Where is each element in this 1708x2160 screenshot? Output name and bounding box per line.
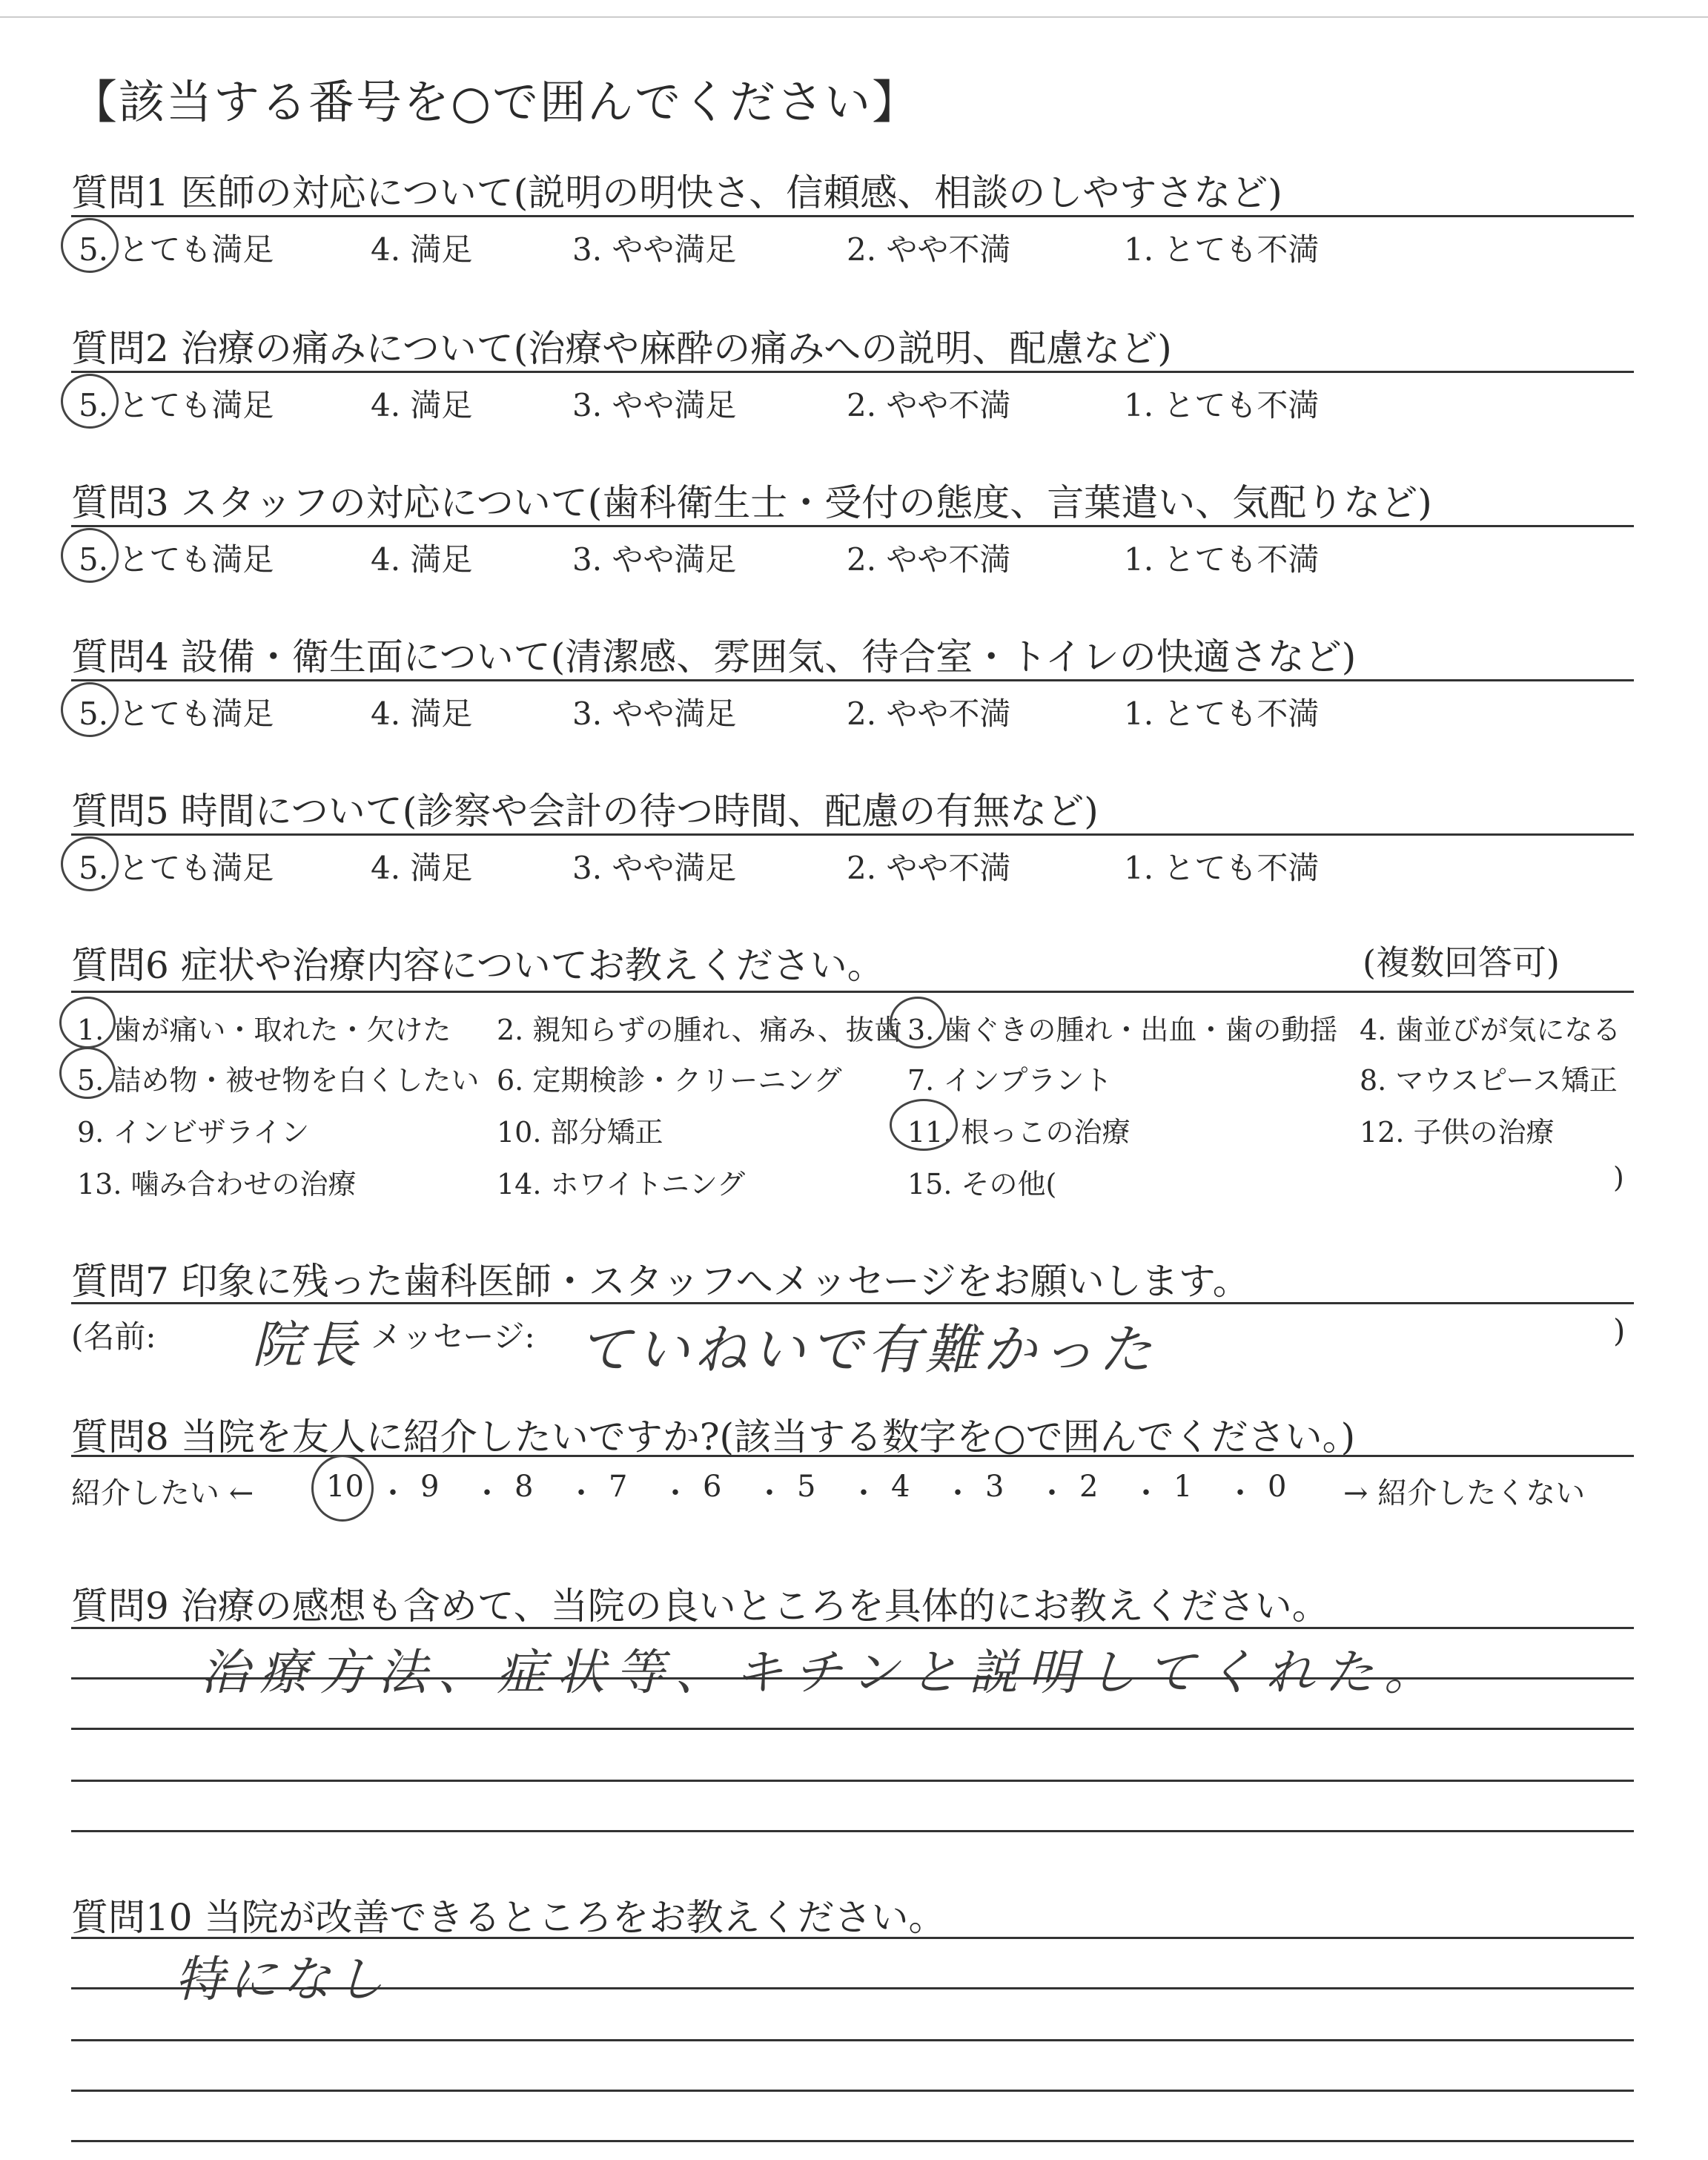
q7-name-label: (名前: xyxy=(71,1318,156,1355)
q2-selection-circle xyxy=(61,374,119,429)
q10-rule-4 xyxy=(71,2090,1634,2092)
q6-option-5[interactable]: 5. 詰め物・被せ物を白くしたい xyxy=(77,1064,480,1097)
q6-option-1[interactable]: 1. 歯が痛い・取れた・欠けた xyxy=(77,1014,451,1046)
q8-scale-separator: ・ xyxy=(1131,1476,1161,1510)
q8-scale-separator: ・ xyxy=(566,1476,596,1510)
q6-option-13[interactable]: 13. 噛み合わせの治療 xyxy=(77,1168,357,1200)
q8-scale-0[interactable]: 0 xyxy=(1268,1470,1287,1504)
q2-option-2[interactable]: 2. やや不満 xyxy=(847,387,1011,423)
q8-scale-separator: ・ xyxy=(1037,1476,1067,1510)
q5-selection-circle xyxy=(61,836,119,891)
q8-selection-circle xyxy=(311,1455,374,1522)
q8-scale-5[interactable]: 5 xyxy=(797,1470,816,1504)
q8-scale-1[interactable]: 1 xyxy=(1174,1470,1193,1504)
q3-option-3[interactable]: 3. やや満足 xyxy=(572,541,737,578)
q4-option-2[interactable]: 2. やや不満 xyxy=(847,696,1011,732)
q4-option-3[interactable]: 3. やや満足 xyxy=(572,696,737,732)
page-top-edge xyxy=(0,16,1708,18)
q7-title: 質問7 印象に残った歯科医師・スタッフへメッセージをお願いします。 xyxy=(71,1260,1250,1303)
q2-rule xyxy=(71,371,1634,373)
q10-answer-handwritten: 特になし xyxy=(175,1951,388,2008)
q8-scale-separator: ・ xyxy=(755,1476,784,1510)
q2-option-1[interactable]: 1. とても不満 xyxy=(1124,387,1320,423)
q8-scale-10[interactable]: 10 xyxy=(326,1470,364,1504)
q1-option-2[interactable]: 2. やや不満 xyxy=(847,231,1011,268)
q4-option-5[interactable]: 5. とても満足 xyxy=(79,696,274,732)
q6-option-3[interactable]: 3. 歯ぐきの腫れ・出血・歯の動揺 xyxy=(907,1014,1338,1046)
q4-title: 質問4 設備・衛生面について(清潔感、雰囲気、待合室・トイレの快適さなど) xyxy=(71,635,1357,678)
q6-selection-circle-3 xyxy=(890,997,946,1048)
q8-scale-7[interactable]: 7 xyxy=(609,1470,628,1504)
q4-option-4[interactable]: 4. 満足 xyxy=(371,696,473,732)
q7-close-paren: ) xyxy=(1613,1312,1626,1349)
q7-rule xyxy=(71,1302,1634,1304)
q5-title: 質問5 時間について(診察や会計の待つ時間、配慮の有無など) xyxy=(71,790,1099,833)
q8-scale-8[interactable]: 8 xyxy=(514,1470,534,1504)
q6-option-12[interactable]: 12. 子供の治療 xyxy=(1360,1116,1555,1149)
q2-option-5[interactable]: 5. とても満足 xyxy=(79,387,274,423)
q10-rule-1 xyxy=(71,1937,1634,1939)
q1-option-1[interactable]: 1. とても不満 xyxy=(1124,231,1320,268)
q2-title: 質問2 治療の痛みについて(治療や麻酔の痛みへの説明、配慮など) xyxy=(71,327,1172,370)
q8-scale-9[interactable]: 9 xyxy=(420,1470,440,1504)
q9-rule-1 xyxy=(71,1627,1634,1629)
q9-answer-handwritten: 治療方法、症状等、キチンと説明してくれた。 xyxy=(200,1644,1443,1701)
q7-name-handwritten: 院長 xyxy=(252,1316,363,1375)
q6-selection-circle-1 xyxy=(59,997,116,1048)
q6-title: 質問6 症状や治療内容についてお教えください。 xyxy=(71,944,884,987)
q1-option-5[interactable]: 5. とても満足 xyxy=(79,231,274,268)
q6-option-2[interactable]: 2. 親知らずの腫れ、痛み、抜歯 xyxy=(497,1014,902,1046)
q6-other-close-paren: ) xyxy=(1613,1161,1624,1194)
q4-option-1[interactable]: 1. とても不満 xyxy=(1124,696,1320,732)
q8-scale-2[interactable]: 2 xyxy=(1079,1470,1099,1504)
q6-option-11[interactable]: 11. 根っこの治療 xyxy=(907,1116,1131,1149)
q6-option-14[interactable]: 14. ホワイトニング xyxy=(497,1168,746,1200)
q6-selection-circle-5 xyxy=(59,1047,116,1099)
q1-option-3[interactable]: 3. やや満足 xyxy=(572,231,737,268)
q8-scale-separator: ・ xyxy=(849,1476,878,1510)
q6-option-6[interactable]: 6. 定期検診・クリーニング xyxy=(497,1064,842,1097)
q8-title: 質問8 当院を友人に紹介したいですか?(該当する数字を○で囲んでください。) xyxy=(71,1416,1356,1459)
q10-rule-5 xyxy=(71,2140,1634,2142)
q9-rule-3 xyxy=(71,1728,1634,1730)
q6-option-4[interactable]: 4. 歯並びが気になる xyxy=(1360,1014,1621,1046)
q6-option-9[interactable]: 9. インビザライン xyxy=(77,1116,310,1149)
q5-option-5[interactable]: 5. とても満足 xyxy=(79,850,274,886)
q6-rule xyxy=(71,991,1634,993)
q7-message-label: メッセージ: xyxy=(371,1318,535,1355)
q3-option-2[interactable]: 2. やや不満 xyxy=(847,541,1011,578)
q8-scale-separator: ・ xyxy=(1225,1476,1255,1510)
q4-rule xyxy=(71,679,1634,681)
q5-option-3[interactable]: 3. やや満足 xyxy=(572,850,737,886)
instruction-header: 【該当する番号を○で囲んでください】 xyxy=(71,75,920,129)
q5-rule xyxy=(71,833,1634,836)
q3-title: 質問3 スタッフの対応について(歯科衛生士・受付の態度、言葉遣い、気配りなど) xyxy=(71,481,1432,524)
q8-rule xyxy=(71,1455,1634,1457)
q8-right-label: → 紹介したくない xyxy=(1343,1476,1586,1510)
q5-option-2[interactable]: 2. やや不満 xyxy=(847,850,1011,886)
q6-option-8[interactable]: 8. マウスピース矯正 xyxy=(1360,1064,1618,1097)
q8-scale-separator: ・ xyxy=(472,1476,502,1510)
q3-option-4[interactable]: 4. 満足 xyxy=(371,541,473,578)
q5-option-1[interactable]: 1. とても不満 xyxy=(1124,850,1320,886)
q6-option-7[interactable]: 7. インプラント xyxy=(907,1064,1113,1097)
q8-scale-4[interactable]: 4 xyxy=(891,1470,910,1504)
q9-rule-2 xyxy=(71,1677,1634,1680)
q3-option-1[interactable]: 1. とても不満 xyxy=(1124,541,1320,578)
q9-title: 質問9 治療の感想も含めて、当院の良いところを具体的にお教えください。 xyxy=(71,1585,1329,1628)
q3-selection-circle xyxy=(61,528,119,583)
q6-selection-circle-11 xyxy=(890,1099,958,1151)
q4-selection-circle xyxy=(61,682,119,737)
q5-option-4[interactable]: 4. 満足 xyxy=(371,850,473,886)
q3-option-5[interactable]: 5. とても満足 xyxy=(79,541,274,578)
q6-option-15[interactable]: 15. その他( xyxy=(907,1168,1057,1200)
q10-title: 質問10 当院が改善できるところをお教えください。 xyxy=(71,1896,946,1939)
q8-left-label: 紹介したい ← xyxy=(71,1476,254,1510)
q9-rule-5 xyxy=(71,1830,1634,1832)
q2-option-3[interactable]: 3. やや満足 xyxy=(572,387,737,423)
q2-option-4[interactable]: 4. 満足 xyxy=(371,387,473,423)
q9-rule-4 xyxy=(71,1780,1634,1782)
q10-rule-2 xyxy=(71,1987,1634,1989)
q10-rule-3 xyxy=(71,2039,1634,2041)
q6-option-10[interactable]: 10. 部分矯正 xyxy=(497,1116,663,1149)
q6-note: (複数回答可) xyxy=(1363,942,1560,982)
q8-scale-separator: ・ xyxy=(378,1476,408,1510)
q8-scale-separator: ・ xyxy=(943,1476,973,1510)
q3-rule xyxy=(71,525,1634,527)
q8-scale-6[interactable]: 6 xyxy=(703,1470,722,1504)
q1-selection-circle xyxy=(61,218,119,273)
q1-rule xyxy=(71,215,1634,217)
q8-scale-3[interactable]: 3 xyxy=(985,1470,1004,1504)
q7-message-handwritten: ていねいで有難かった xyxy=(578,1318,1157,1381)
q1-option-4[interactable]: 4. 満足 xyxy=(371,231,473,268)
q8-scale-separator: ・ xyxy=(661,1476,690,1510)
q1-title: 質問1 医師の対応について(説明の明快さ、信頼感、相談のしやすさなど) xyxy=(71,171,1282,214)
